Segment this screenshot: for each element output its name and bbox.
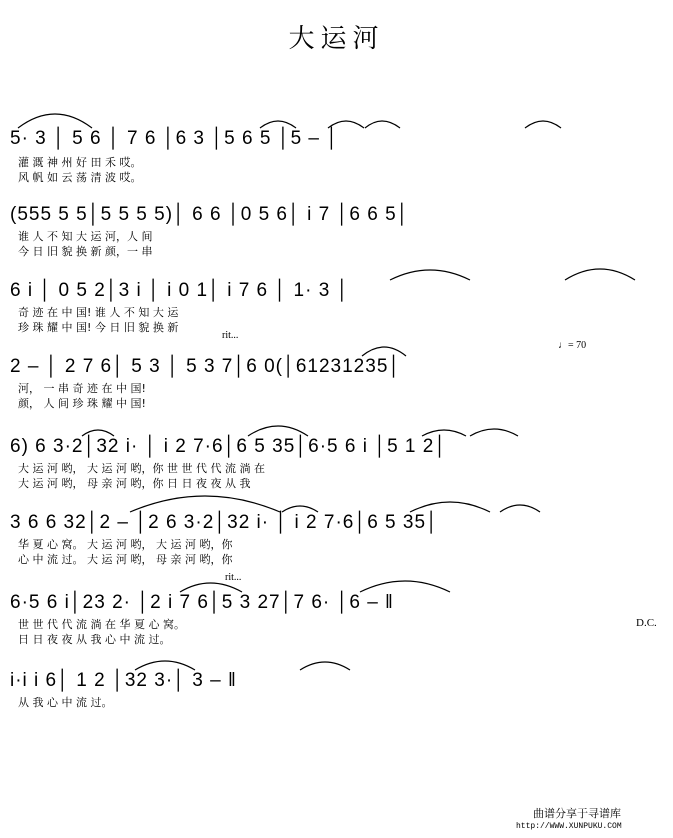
lyric-verse-1: 从 我 心 中 流 过。 xyxy=(18,696,113,709)
slur xyxy=(248,426,308,436)
slur xyxy=(300,662,350,670)
lyric-verse-2: 颜， 人 间 珍 珠 耀 中 国! xyxy=(18,397,146,410)
slur xyxy=(525,121,561,128)
slur xyxy=(260,121,296,128)
song-title: 大运河 xyxy=(288,24,385,54)
notation-line: 6 i │ 0 5 2│3 i │ i 0 1│ i 7 6 │ 1· 3 │ xyxy=(10,280,350,301)
notation-line: 6) 6 3·2│32 i· │ i 2 7·6│6 5 35│6·5 6 i │5 1 2│ xyxy=(10,436,448,457)
lyric-verse-1: 世 世 代 代 流 淌 在 华 夏 心 窝。 xyxy=(18,618,185,631)
tempo-marking: ♩= 70 xyxy=(558,340,587,351)
slur xyxy=(390,270,470,280)
score-system-4 xyxy=(10,340,660,416)
score-system-1 xyxy=(10,128,660,188)
notation-line: i·i i 6│ 1 2 │32 3·│ 3 – ‖ xyxy=(10,670,237,691)
lyric-verse-1: 灌 溉 神 州 好 田 禾 哎。 xyxy=(18,156,142,169)
score-system-2 xyxy=(10,204,660,264)
slur xyxy=(135,661,195,670)
score-system-7 xyxy=(10,572,660,652)
lyric-verse-2: 心 中 流 过。 大 运 河 哟， 母 亲 河 哟，你 xyxy=(18,553,233,566)
notation-line: 2 – │ 2 7 6│ 5 3 │ 5 3 7│6 0(│61231235│ xyxy=(10,356,402,377)
lyric-verse-2: 今 日 旧 貌 换 新 颜，一 串 xyxy=(18,245,153,258)
slur xyxy=(410,502,490,512)
slur xyxy=(360,581,450,592)
lyric-verse-2: 珍 珠 耀 中 国! 今 日 旧 貌 换 新 xyxy=(18,321,179,334)
score-system-5 xyxy=(10,436,660,496)
notation-line: 5· 3 │ 5 6 │ 7 6 │6 3 │5 6 5 │5 – │ xyxy=(10,128,340,149)
slur xyxy=(565,269,635,280)
slur xyxy=(470,429,518,436)
lyric-verse-2: 大 运 河 哟， 母 亲 河 哟，你 日 日 夜 夜 从 我 xyxy=(18,477,251,490)
notation-line: 6·5 6 i│23 2· │2 i 7 6│5 3 27│7 6· │6 – ‖ xyxy=(10,592,394,613)
watermark-url[interactable]: http://WWW.XUNPUKU.COM xyxy=(516,822,622,831)
ritardando-marking: rit... xyxy=(225,572,242,583)
score-system-8 xyxy=(10,670,660,720)
slur xyxy=(18,114,92,128)
slur xyxy=(500,505,540,512)
ritardando-marking: rit... xyxy=(222,330,239,341)
notation-line: 3 6 6 32│2 – │2 6 3·2│32 i· │ i 2 7·6│6 5 35│ xyxy=(10,512,439,533)
slur xyxy=(130,496,280,512)
slur xyxy=(328,121,364,128)
lyric-verse-1: 奇 迹 在 中 国! 谁 人 不 知 大 运 xyxy=(18,306,179,319)
lyric-verse-2: 风 帆 如 云 荡 清 波 哎。 xyxy=(18,171,142,184)
lyric-verse-1: 大 运 河 哟， 大 运 河 哟，你 世 世 代 代 流 淌 在 xyxy=(18,462,265,475)
watermark-source: 曲谱分享于寻谱库 xyxy=(533,807,621,820)
lyric-verse-1: 河， 一 串 奇 迹 在 中 国! xyxy=(18,382,146,395)
da-capo-marking: D.C. xyxy=(636,617,657,629)
score-system-3 xyxy=(10,280,660,340)
lyric-verse-1: 华 夏 心 窝。 大 运 河 哟， 大 运 河 哟，你 xyxy=(18,538,233,551)
lyric-verse-2: 日 日 夜 夜 从 我 心 中 流 过。 xyxy=(18,633,171,646)
lyric-verse-1: 谁 人 不 知 大 运 河，人 间 xyxy=(18,230,153,243)
slur xyxy=(180,583,242,592)
notation-line: (555 5 5│5 5 5 5)│ 6 6 │0 5 6│ i 7 │6 6 5│ xyxy=(10,204,410,225)
slur xyxy=(365,121,400,128)
score-system-6 xyxy=(10,512,660,572)
slur xyxy=(362,347,406,356)
